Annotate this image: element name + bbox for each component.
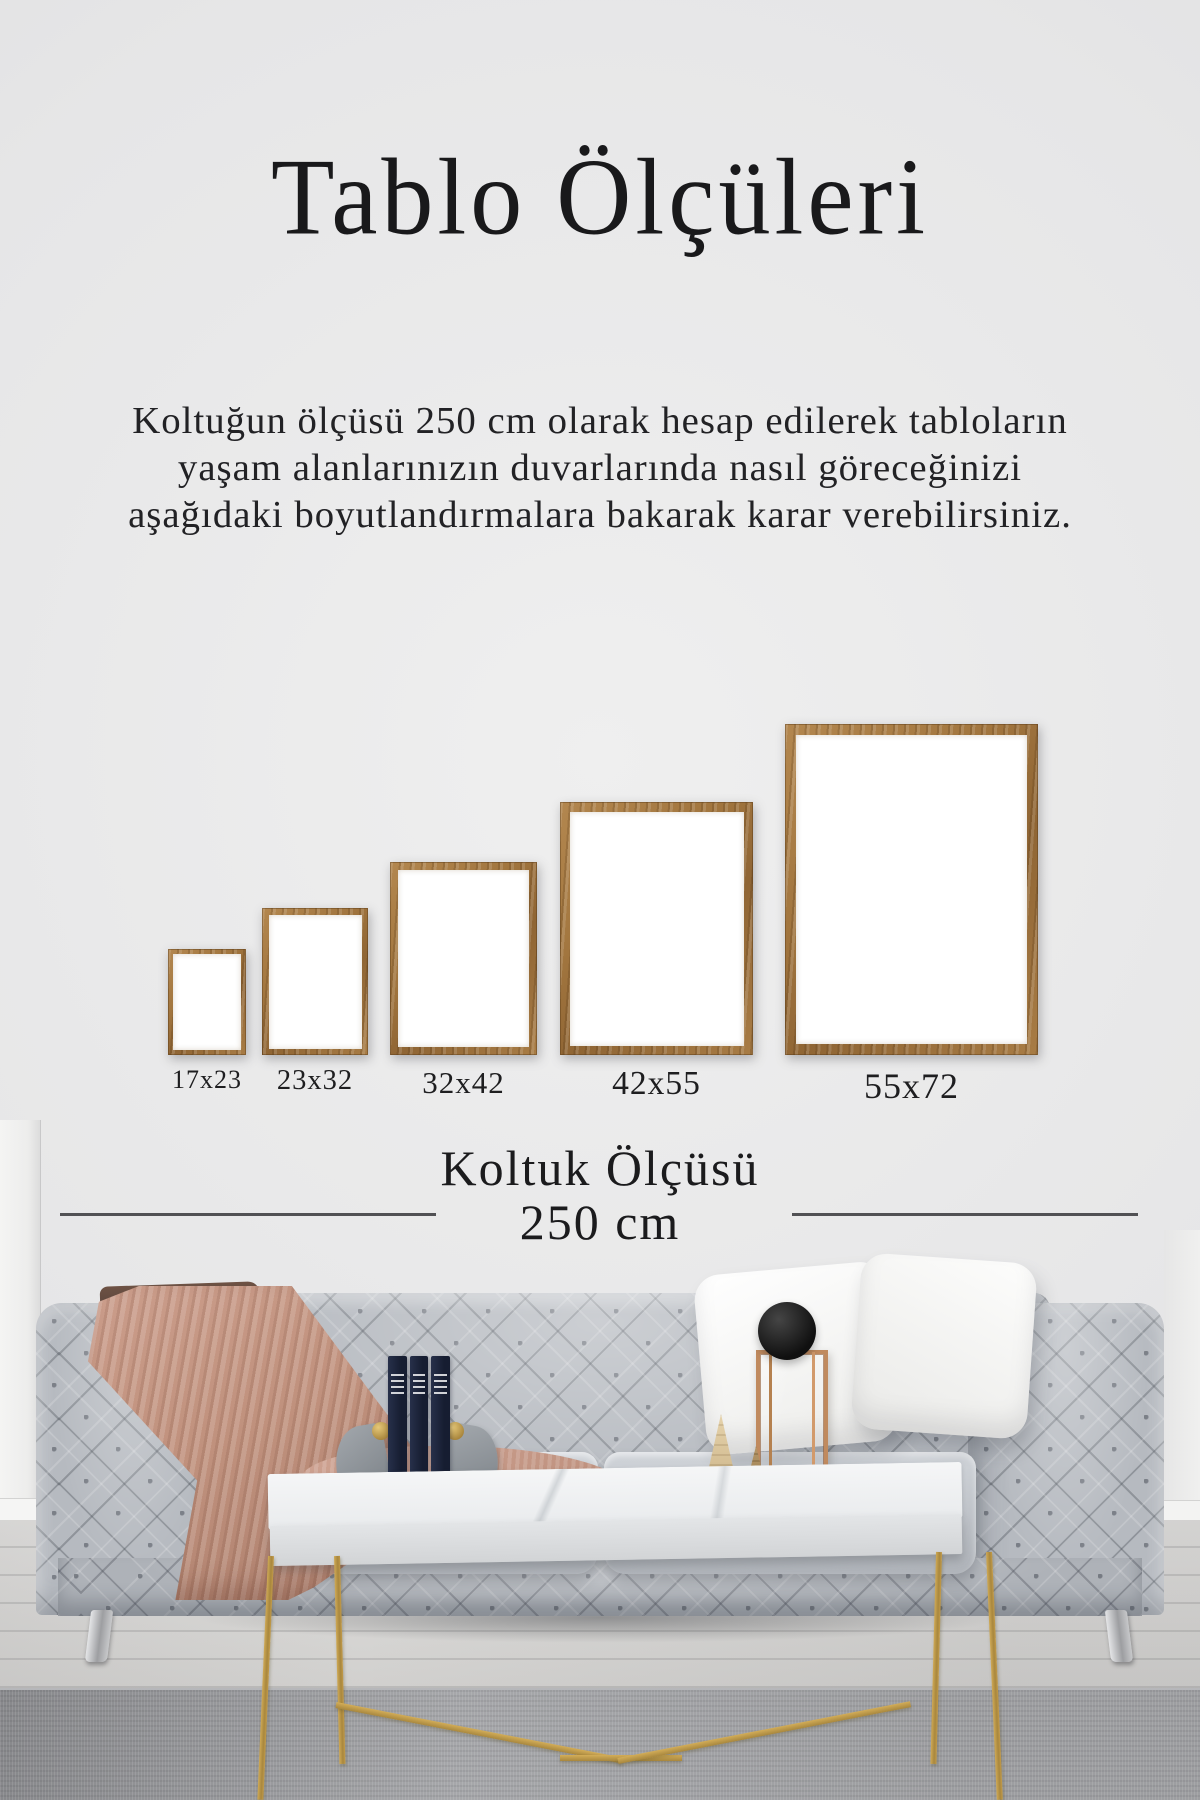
frame-23x32: [262, 908, 368, 1055]
intro-line-3: aşağıdaki boyutlandırmalara bakarak karar verebilirsiniz.: [128, 494, 1072, 536]
wall-corner-left: [0, 1120, 41, 1540]
page-title: Tablo Ölçüleri: [270, 137, 930, 258]
frame-23x32-blank-art: [269, 915, 362, 1049]
measure-line-left: [60, 1213, 436, 1216]
sofa-measure-value: 250 cm: [519, 1194, 681, 1250]
frame-55x72: [785, 724, 1038, 1055]
wall-corner-right: [1164, 1230, 1200, 1506]
frame-55x72-blank-art: [796, 735, 1027, 1044]
frame-42x55: [560, 802, 753, 1055]
size-label-55x72: 55x72: [864, 1066, 959, 1106]
black-sphere-decor: [758, 1302, 816, 1360]
frame-32x42-blank-art: [398, 870, 529, 1047]
intro-text: [0, 398, 1200, 539]
intro-line-2: yaşam alanlarınızın duvarlarında nasıl göreceğinizi: [177, 447, 1023, 489]
size-label-23x32: 23x32: [276, 1065, 354, 1096]
frame-32x42: [390, 862, 537, 1055]
gray-rug: [0, 1688, 1200, 1800]
size-label-17x23: 17x23: [172, 1065, 242, 1094]
frame-17x23: [168, 949, 246, 1055]
intro-line-1: Koltuğun ölçüsü 250 cm olarak hesap edilerek tabloların: [132, 400, 1068, 442]
white-pillow-back: [850, 1252, 1038, 1440]
sofa-measure-label: Koltuk Ölçüsü: [440, 1140, 760, 1196]
frame-42x55-blank-art: [570, 812, 744, 1046]
frame-17x23-blank-art: [173, 954, 241, 1050]
size-label-42x55: 42x55: [612, 1065, 701, 1102]
measure-line-right: [792, 1213, 1138, 1216]
size-label-32x42: 32x42: [422, 1065, 505, 1100]
